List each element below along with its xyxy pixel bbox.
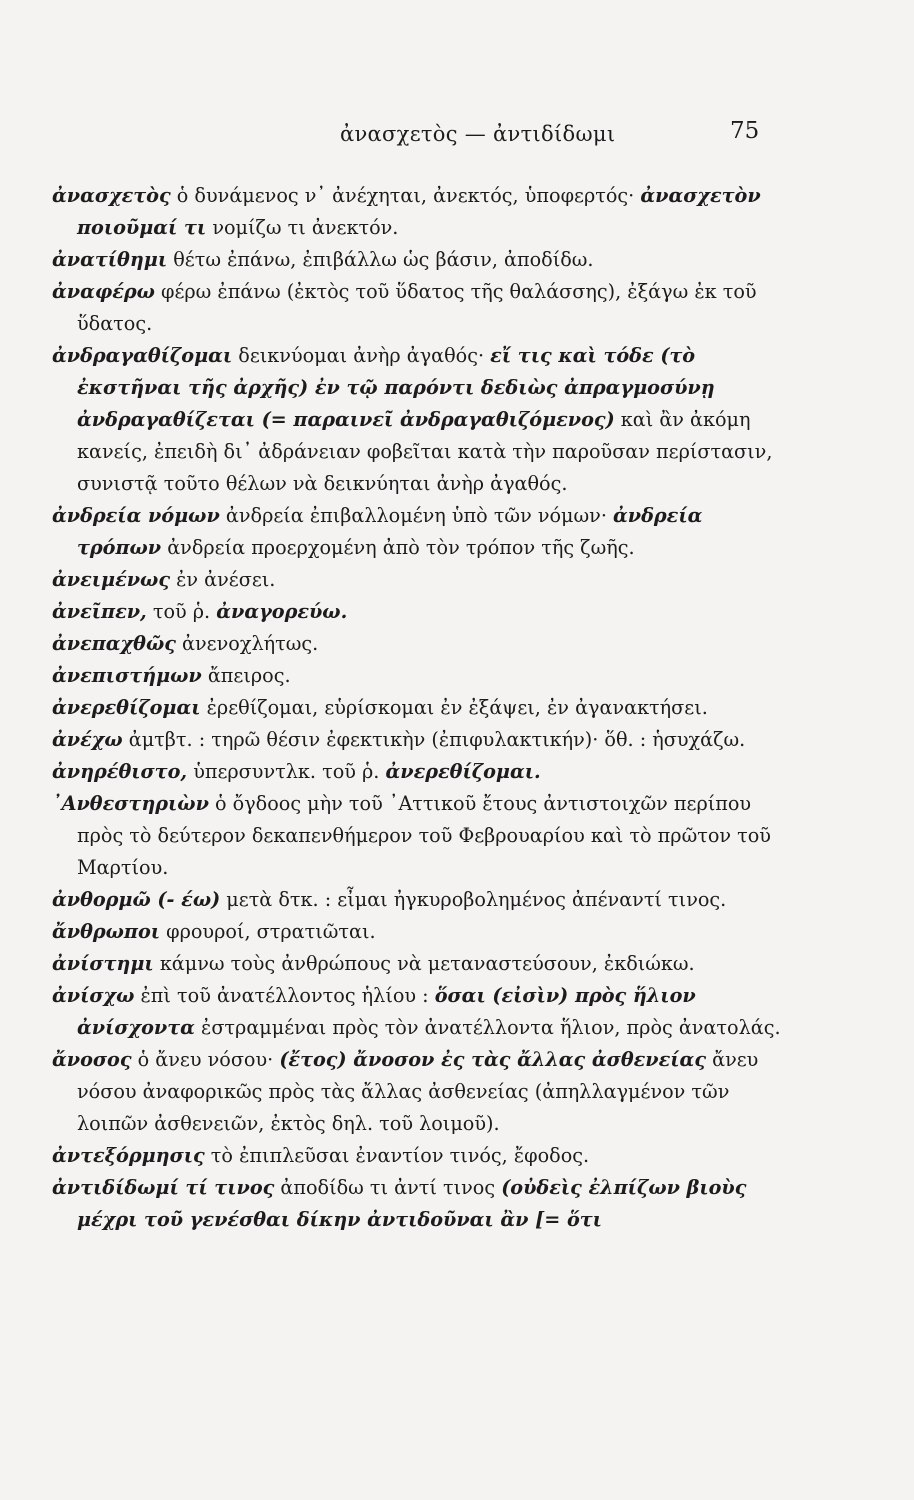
page-number: 75 xyxy=(730,118,760,144)
entry-gloss: μετὰ δτκ. : εἶμαι ἠγκυροβολημένος ἀπέναντί τινος. xyxy=(226,888,727,911)
entry-headword: ἀνεπαχθῶς xyxy=(52,632,176,655)
entry-anepistemon xyxy=(52,660,782,692)
entry-headword: ἀνίσχω xyxy=(52,984,135,1007)
entry-gloss: φρουροί, στρατιῶται. xyxy=(166,920,376,943)
entry-aneipen xyxy=(52,596,782,628)
entry-citation: ἀνασχετὸν ποιοῦμαί τι xyxy=(77,184,761,239)
entry-anistemi xyxy=(52,948,782,980)
entry-gloss: ἀμτβτ. : τηρῶ θέσιν ἐφεκτικὴν (ἐπιφυλακτικήν)· ὅθ. : ἡσυχάζω. xyxy=(128,728,746,751)
entry-anthormo xyxy=(52,884,782,916)
entry-gloss-continued: νομίζω τι ἀνεκτόν. xyxy=(212,216,399,239)
entry-citation: ὅσαι (εἰσὶν) πρὸς ἥλιον ἀνίσχοντα xyxy=(77,984,696,1039)
entry-gloss: ἐρεθίζομαι, εὑρίσκομαι ἐν ἐξάψει, ἐν ἀγανακτήσει. xyxy=(206,696,708,719)
entry-gloss: δεικνύομαι ἀνὴρ ἀγαθός· xyxy=(238,344,485,367)
entry-anerethizomai xyxy=(52,692,782,724)
entry-anosos xyxy=(52,1044,782,1140)
entry-gloss: ἐπὶ τοῦ ἀνατέλλοντος ἡλίου : xyxy=(140,984,429,1007)
entry-anthesterion xyxy=(52,788,782,884)
entry-gloss: ἄπειρος. xyxy=(207,664,291,687)
entry-headword: ἀντεξόρμησις xyxy=(52,1144,205,1167)
entry-gloss-continued: ἐστραμμέναι πρὸς τὸν ἀνατέλλοντα ἥλιον, πρὸς ἀνατολάς. xyxy=(201,1016,781,1039)
entry-gloss: ἐν ἀνέσει. xyxy=(176,568,276,591)
entry-gloss: ἀνδρεία ἐπιβαλλομένη ὑπὸ τῶν νόμων· xyxy=(225,504,607,527)
entry-anaschetos xyxy=(52,180,782,244)
entry-gloss: ὑπερσυντλκ. τοῦ ῥ. xyxy=(193,760,380,783)
entry-headword: ἀνέχω xyxy=(52,728,123,751)
entry-headword: ἀναφέρω xyxy=(52,280,155,303)
entry-anecho xyxy=(52,724,782,756)
entry-gloss: τοῦ ῥ. xyxy=(152,600,211,623)
entry-headword: ἄνθρωποι xyxy=(52,920,161,943)
entry-headword: ἀνθορμῶ (- έω) xyxy=(52,888,221,911)
entry-gloss: ὁ ἄνευ νόσου· xyxy=(137,1048,274,1071)
entry-gloss: ὁ δυνάμενος ν᾽ ἀνέχηται, ἀνεκτός, ὑποφερτός· xyxy=(176,184,635,207)
page-header xyxy=(0,114,914,154)
dictionary-entries xyxy=(52,180,782,1236)
entry-headword: ἄνοσος xyxy=(52,1048,132,1071)
entry-antexormesis xyxy=(52,1140,782,1172)
entry-headword: ἀντιδίδωμί τί τινος xyxy=(52,1176,275,1199)
entry-headword: ἀνειμένως xyxy=(52,568,171,591)
entry-anatithemi xyxy=(52,244,782,276)
entry-headword: ἀνίστημι xyxy=(52,952,154,975)
entry-headword: ἀνεπιστήμων xyxy=(52,664,202,687)
entry-anthropoi xyxy=(52,916,782,948)
entry-gloss-continued: ἄνευ νόσου ἀναφορικῶς πρὸς τὰς ἄλλας ἀσθενείας (ἀπηλλαγμένον τῶν λοιπῶν ἀσθενειῶν, ἐκτὸς δηλ. τοῦ λοιμοῦ). xyxy=(77,1048,759,1135)
entry-citation: (ἔτος) ἄνοσον ἐς τὰς ἄλλας ἀσθενείας xyxy=(279,1048,707,1071)
entry-headword: ἀνατίθημι xyxy=(52,248,168,271)
entry-gloss: κάμνω τοὺς ἀνθρώπους νὰ μεταναστεύσουν, ἐκδιώκω. xyxy=(159,952,695,975)
entry-gloss: φέρω ἐπάνω (ἐκτὸς τοῦ ὕδατος τῆς θαλάσσης), ἐξάγω ἐκ τοῦ ὕδατος. xyxy=(77,280,757,335)
running-head: ἀνασχετὸς — ἀντιδίδωμι xyxy=(340,122,616,146)
entry-headword: ἀνασχετὸς xyxy=(52,184,171,207)
entry-andragathizomai xyxy=(52,340,782,500)
entry-citation: ἀναγορεύω. xyxy=(216,600,348,623)
entry-headword: ἀνδραγαθίζομαι xyxy=(52,344,233,367)
entry-headword: ᾿Ανθεστηριὼν xyxy=(52,792,209,815)
entry-anischo xyxy=(52,980,782,1044)
entry-headword: ἀνηρέθιστο, xyxy=(52,760,188,783)
entry-gloss: ὁ ὄγδοος μὴν τοῦ ᾿Αττικοῦ ἔτους ἀντιστοιχῶν περίπου πρὸς τὸ δεύτερον δεκαπενθήμερον τοῦ Φεβρουαρίου καὶ τὸ πρῶτον τοῦ Μαρτίου. xyxy=(77,792,771,879)
entry-headword: ἀνδρεία νόμων xyxy=(52,504,220,527)
entry-antididomi xyxy=(52,1172,782,1236)
entry-headword: ἀνεῖπεν, xyxy=(52,600,147,623)
entry-citation: (οὐδεὶς ἐλπίζων βιοὺς μέχρι τοῦ γενέσθαι δίκην ἀντιδοῦναι ἂν [= ὅτι xyxy=(77,1176,747,1231)
entry-citation: εἴ τις καὶ τόδε (τὸ ἐκστῆναι τῆς ἀρχῆς) ἐν τῷ παρόντι δεδιὼς ἀπραγμοσύνῃ ἀνδραγαθίζεται (= παραινεῖ ἀνδραγαθιζόμενος) xyxy=(77,344,715,431)
entry-gloss: τὸ ἐπιπλεῦσαι ἐναντίον τινός, ἔφοδος. xyxy=(210,1144,590,1167)
entry-citation: ἀνδρεία τρόπων xyxy=(77,504,703,559)
entry-anepachthos xyxy=(52,628,782,660)
entry-andreia-nomon xyxy=(52,500,782,564)
entry-gloss-continued: καὶ ἂν ἀκόμη κανείς, ἐπειδὴ δι᾽ ἀδράνειαν φοβεῖται κατὰ τὴν παροῦσαν περίστασιν, συνιστᾷ τοῦτο θέλων νὰ δεικνύηται ἀνὴρ ἀγαθός. xyxy=(77,408,773,495)
entry-anaphero xyxy=(52,276,782,340)
entry-gloss: ἀνενοχλήτως. xyxy=(182,632,319,655)
entry-aneimenos xyxy=(52,564,782,596)
entry-citation: ἀνερεθίζομαι. xyxy=(385,760,541,783)
entry-headword: ἀνερεθίζομαι xyxy=(52,696,201,719)
entry-gloss-continued: ἀνδρεία προερχομένη ἀπὸ τὸν τρόπον τῆς ζωῆς. xyxy=(167,536,635,559)
entry-gloss: ἀποδίδω τι ἀντί τινος xyxy=(280,1176,496,1199)
entry-anerethisto xyxy=(52,756,782,788)
entry-gloss: θέτω ἐπάνω, ἐπιβάλλω ὡς βάσιν, ἀποδίδω. xyxy=(173,248,594,271)
